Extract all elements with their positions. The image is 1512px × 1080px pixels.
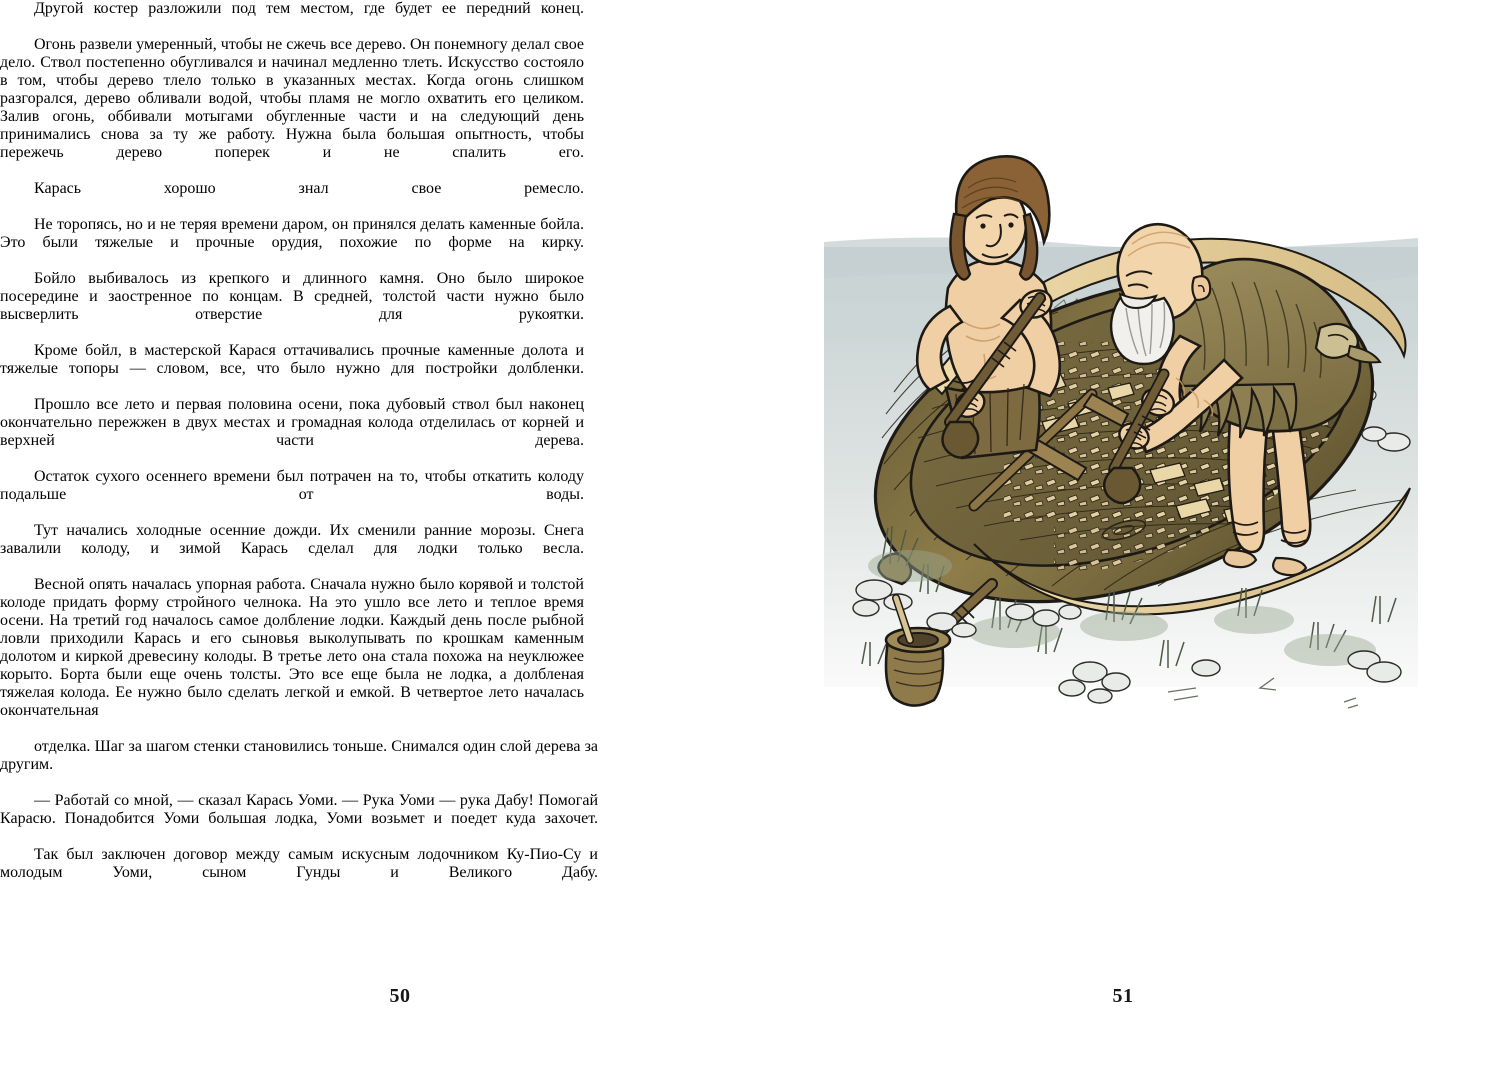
paragraph: — Работай со мной, — сказал Карась Уоми. — Рука Уоми — рука Дабу! Помогай Карасю. Понадобится Уоми большая лодка, Уоми возьмет и поедет куда захочет. (0, 792, 598, 827)
paragraph: Карась хорошо знал свое ремесло. (34, 180, 584, 197)
paragraph: отделка. Шаг за шагом стенки становились тоньше. Снимался один слой дерева за другим. (0, 738, 598, 773)
paragraph: Тут начались холодные осенние дожди. Их сменили ранние морозы. Снега завалили колоду, и зимой Карась сделал для лодки только весла. (0, 522, 584, 557)
paragraph: Не торопясь, но и не теряя времени даром, он принялся делать каменные бойла. Это были тяжелые и прочные орудия, похожие по форме на кирку. (0, 216, 584, 251)
paragraph: Прошло все лето и первая половина осени, пока дубовый ствол был наконец окончательно пережжен в двух местах и громадная колода отделилась от корней и верхней части дерева. (0, 396, 584, 449)
right-page-text-column (0, 738, 598, 900)
paragraph: Бойло выбивалось из крепкого и длинного камня. Оно было широкое посередине и заостренное по концам. В средней, толстой части нужно было высверлить отверстие для рукоятки. (0, 270, 584, 323)
paragraph: Так был заключен договор между самым искусным лодочником Ку-Пио-Су и молодым Уоми, сыном Гунды и Великого Дабу. (0, 846, 598, 881)
left-page-text-column (0, 0, 584, 738)
page-number-left: 50 (389, 985, 411, 1007)
paragraph: Кроме бойл, в мастерской Карася оттачивались прочные каменные долота и тяжелые топоры — словом, все, что было нужно для постройки долбленки. (0, 342, 584, 377)
illustration-dugout-canoe (824, 92, 1418, 728)
paragraph: Остаток сухого осеннего времени был потрачен на то, чтобы откатить колоду подальше от воды. (0, 468, 584, 503)
paragraph: Огонь развели умеренный, чтобы не сжечь все дерево. Он понемногу делал свое дело. Ствол постепенно обугливался и начинал медленно тлеть. Искусство состояло в том, чтобы дерево тлело только в указанных местах. Когда огонь слишком разгорался, дерево обливали водой, чтобы пламя не могло охватить его целиком. Залив огонь, оббивали мотыгами обугленные части и на следующий день принимались снова за ту же работу. Нужна была большая опытность, чтобы пережечь дерево поперек и не спалить его. (0, 36, 584, 161)
young-man-head (950, 156, 1049, 279)
page-number-right: 51 (1112, 985, 1134, 1007)
paragraph: Другой костер разложили под тем местом, где будет ее передний конец. (34, 0, 584, 17)
paragraph: Весной опять началась упорная работа. Сначала нужно было корявой и толстой колоде придать форму стройного челнока. На это ушло все лето и теплое время осени. На третий год началось самое долбление лодки. Каждый день после рыбной ловли приходили Карась и его сыновья выколупывать по крошкам каменным долотом и киркой древесину колоды. В третье лето она стала похожа на неуклюжее корыто. Борта были еще очень толсты. Это все еще была не лодка, а долбленая тяжелая колода. Ее нужно было сделать легкой и емкой. В четвертое лето началась окончательная (0, 576, 584, 719)
